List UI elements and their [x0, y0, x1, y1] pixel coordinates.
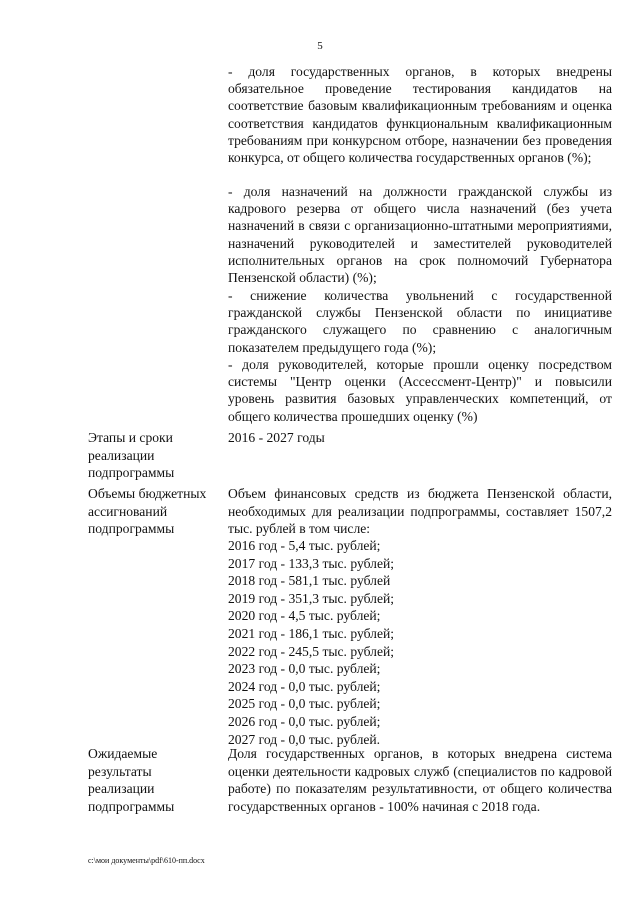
- funding-year-item: 2021 год - 186,1 тыс. рублей;: [228, 625, 395, 641]
- funding-year-item: 2022 год - 245,5 тыс. рублей;: [228, 643, 395, 659]
- funding-year-item: 2016 год - 5,4 тыс. рублей;: [228, 538, 381, 553]
- page-number: 5: [317, 40, 323, 52]
- funding-intro: Объем финансовых средств из бюджета Пензенской области, необходимых для реализации подпрограммы, составляет 1507,2 тыс. рублей в том числе:: [228, 486, 612, 537]
- indicator-paragraph-2: - доля назначений на должности гражданской службы из кадрового резерва от общего числа назначений (без учета назначений в связи с организационно-штатными мероприятиями, назначений руководителей и заместителей руководителей исполнительных органов на срок полномочий Губернатора Пензенской области) (%);: [228, 184, 612, 286]
- funding-year-item: 2024 год - 0,0 тыс. рублей;: [228, 678, 381, 694]
- results-value: Доля государственных органов, в которых внедрена система оценки деятельности кадровых служб (специалистов по кадровой работе) по показателям результативности, от общего количества государственных органов - 100% начиная с 2018 года.: [228, 746, 612, 814]
- funding-year-item: 2023 год - 0,0 тыс. рублей;: [228, 661, 381, 677]
- results-label: Ожидаемые результаты реализации подпрограммы: [88, 746, 175, 814]
- funding-year-item: 2018 год - 581,1 тыс. рублей: [228, 573, 391, 589]
- indicator-paragraph-3: - снижение количества увольнений с государственной гражданской службы Пензенской области по инициативе гражданского служащего по сравнению с аналогичным показателем предыдущего года (%);: [228, 288, 612, 355]
- stages-value: 2016 - 2027 годы: [228, 430, 325, 445]
- funding-year-item: 2019 год - 351,3 тыс. рублей;: [228, 590, 395, 606]
- funding-label: Объемы бюджетных ассигнований подпрограммы: [88, 486, 207, 537]
- funding-year-item: 2017 год - 133,3 тыс. рублей;: [228, 555, 395, 571]
- funding-year-item: 2027 год - 0,0 тыс. рублей.: [228, 731, 381, 747]
- funding-year-item: 2026 год - 0,0 тыс. рублей;: [228, 713, 381, 729]
- stages-label: Этапы и сроки реализации подпрограммы: [88, 430, 175, 481]
- indicator-paragraph-1: - доля государственных органов, в которых внедрены обязательное проведение тестирования кандидатов на соответствие базовым квалификационным требованиям и оценка соответствия кандидатов функциональным квалификационным требованиям при конкурсном отборе, назначении без проведения конкурса, от общего количества государственных органов (%);: [228, 64, 612, 166]
- funding-year-item: 2025 год - 0,0 тыс. рублей;: [228, 696, 381, 712]
- file-path-footer: c:\мои документы\pdf\610-пп.docx: [88, 856, 205, 865]
- funding-years-list: [228, 537, 612, 748]
- funding-year-item: 2020 год - 4,5 тыс. рублей;: [228, 608, 381, 624]
- indicator-paragraph-4: - доля руководителей, которые прошли оценку посредством системы "Центр оценки (Ассессмент-Центр)" и повысили уровень развития базовых управленческих компетенций, от общего количества прошедших оценку (%): [228, 357, 612, 424]
